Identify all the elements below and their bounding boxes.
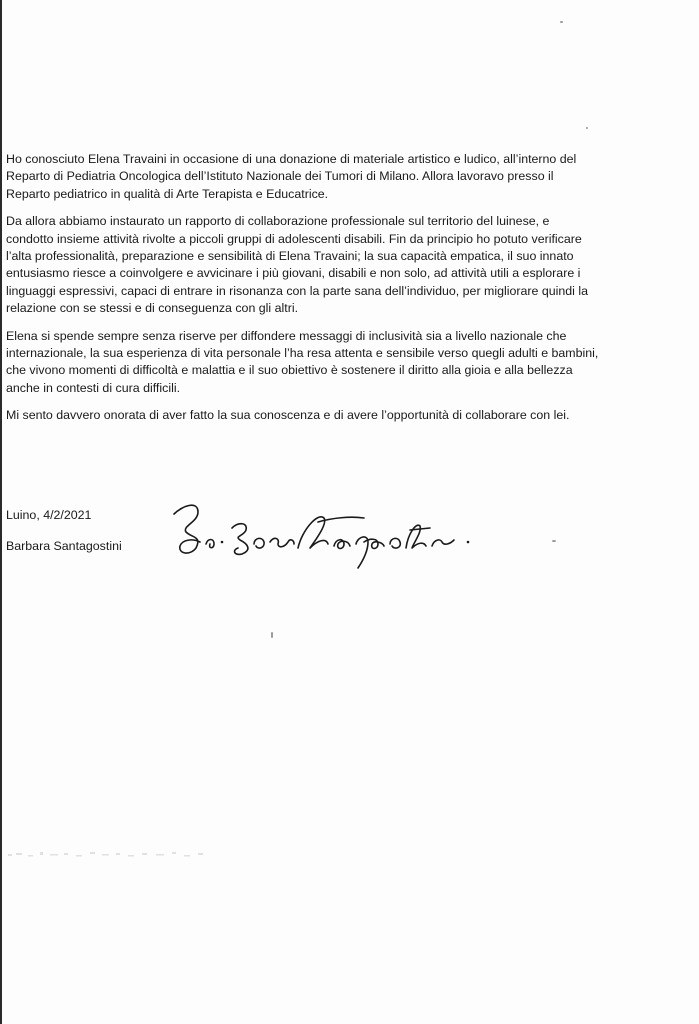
text-line: Da allora abbiamo instaurato un rapporto di collaborazione professionale sul territorio del luinese, e	[6, 214, 550, 229]
paragraph-1	[6, 151, 661, 203]
text-line: internazionale, la sua esperienza di vita personale l’ha resa attenta e sensibile verso quegli adulti e bambini,	[6, 346, 599, 361]
scan-speck	[552, 540, 556, 542]
text-line: l’alta professionalità, preparazione e sensibilità di Elena Travaini; la sua capacità empatica, il suo innato	[6, 249, 574, 264]
text-line: Reparto di Pediatria Oncologica dell’Istituto Nazionale dei Tumori di Milano. Allora lavoravo presso il	[6, 169, 554, 184]
paragraph-2	[6, 213, 661, 317]
text-line: Ho conosciuto Elena Travaini in occasione di una donazione di materiale artistico e ludico, all’interno del	[6, 152, 577, 166]
text-line: entusiasmo riesce a coinvolgere e avvicinare i più giovani, disabili e non solo, ad attività utili a esplorare i	[6, 266, 581, 281]
scan-edge-shadow	[0, 0, 2, 1024]
scan-speck	[271, 632, 273, 638]
handwritten-signature	[168, 492, 558, 572]
text-line: relazione con se stessi e di conseguenza con gli altri.	[6, 301, 299, 316]
text-line: Elena si spende sempre senza riserve per diffondere messaggi di inclusività sia a livello nazionale che	[6, 328, 567, 343]
letter-body	[6, 151, 661, 435]
text-line: Mi sento davvero onorata di aver fatto la sua conoscenza e di avere l’opportunità di collaborare con lei.	[6, 408, 570, 423]
text-line: linguaggi espressivi, capaci di entrare in risonanza con la parte sana dell’individuo, per migliorare quindi la	[6, 283, 589, 298]
place-date: Luino, 4/2/2021	[6, 508, 92, 522]
text-line: condotto insieme attività rivolte a piccoli gruppi di adolescenti disabili. Fin da principio ho potuto verificare	[6, 231, 582, 246]
faint-scan-marks	[6, 846, 216, 868]
paragraph-3	[6, 328, 661, 398]
text-line: che vivono momenti di difficoltà e malattia e il suo obiettivo è sostenere il diritto alla gioia e alla bellezza	[6, 363, 573, 378]
scan-speck	[560, 21, 563, 23]
text-line: anche in contesti di cura difficili.	[6, 380, 181, 395]
signatory-name: Barbara Santagostini	[6, 539, 122, 553]
scan-speck	[586, 127, 588, 129]
paragraph-4	[6, 407, 661, 424]
text-line: Reparto pediatrico in qualità di Arte Terapista e Educatrice.	[6, 186, 329, 201]
